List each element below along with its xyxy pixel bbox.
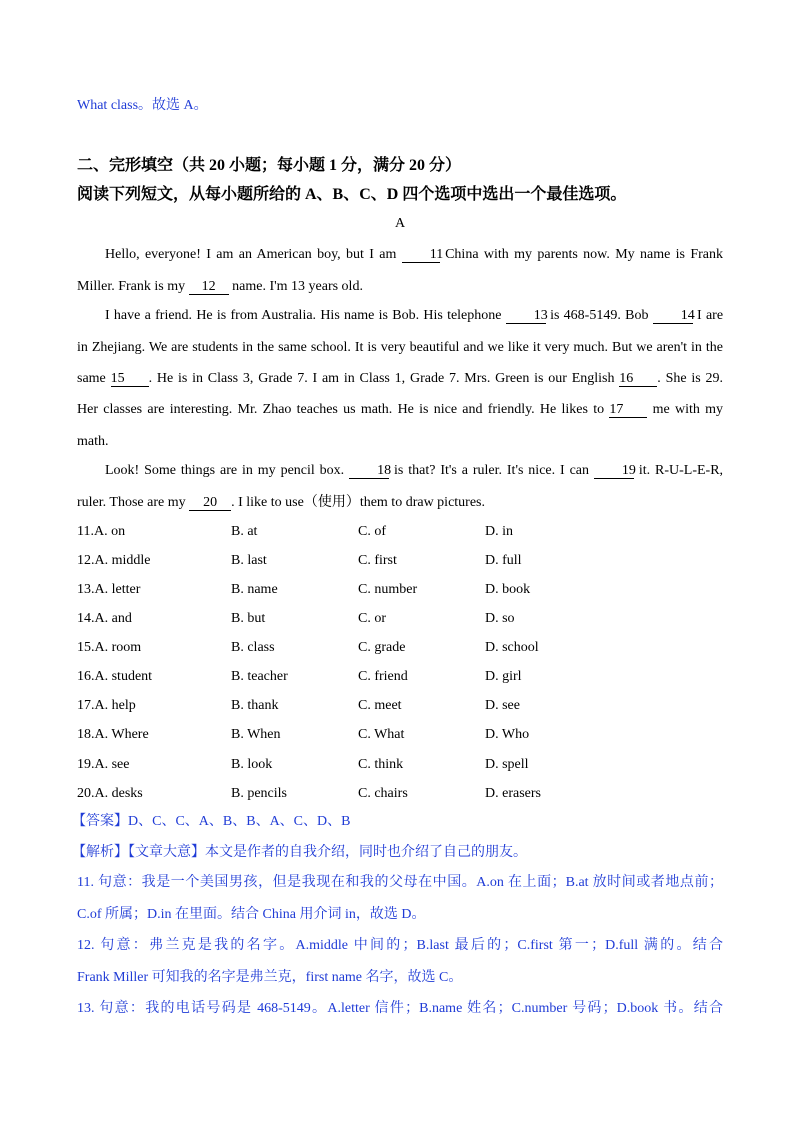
- option-d: D. school: [485, 640, 539, 655]
- blank-12: 12: [189, 279, 229, 295]
- option-b: B. When: [231, 727, 281, 742]
- option-d: D. Who: [485, 727, 530, 742]
- blank-19: 19: [594, 463, 634, 479]
- option-d: D. so: [485, 611, 515, 626]
- blank-20: 20: [189, 495, 231, 511]
- blank-13: 13: [506, 308, 546, 324]
- explanation-line: 13. 句意：我的电话号码是 468-5149。A.letter 信件；B.name 姓名；C.number 号码；D.book 书。结合: [77, 1001, 723, 1016]
- option-b: B. teacher: [231, 669, 288, 684]
- intro-tail: What class。故选 A。: [77, 98, 208, 113]
- option-b: B. last: [231, 553, 267, 568]
- option-d: D. erasers: [485, 786, 541, 801]
- option-b: B. but: [231, 611, 266, 626]
- passage-line: Look! Some things are in my pencil box. 18 is that? It's a ruler. It's nice. I can 19 it. R-U-L-E-R,: [105, 463, 724, 478]
- option-c: C. grade: [358, 640, 406, 655]
- option-c: C. first: [358, 553, 397, 568]
- option-c: C. friend: [358, 669, 408, 684]
- option-c: C. think: [358, 757, 404, 772]
- option-c: C. meet: [358, 698, 402, 713]
- passage-line: Hello, everyone! I am an American boy, but I am 11 China with my parents now. My name is Frank: [105, 247, 724, 262]
- option-a: 16.A. student: [77, 669, 153, 684]
- passage-line: Her classes are interesting. Mr. Zhao teaches us math. He is nice and friendly. He likes to 17 me with my: [77, 402, 724, 417]
- option-c: C. of: [358, 524, 386, 539]
- section-title: 二、完形填空（共 20 小题；每小题 1 分，满分 20 分）: [77, 157, 462, 174]
- blank-14: 14: [653, 308, 693, 324]
- passage-line: same 15 . He is in Class 3, Grade 7. I am in Class 1, Grade 7. Mrs. Green is our English 16 . She is 29.: [77, 371, 724, 386]
- explanation-line: Frank Miller 可知我的名字是弗兰克，first name 名字，故选 C。: [77, 970, 463, 985]
- option-a: 19.A. see: [77, 757, 130, 772]
- option-c: C. or: [358, 611, 386, 626]
- option-a: 17.A. help: [77, 698, 136, 713]
- blank-15: 15: [111, 371, 149, 387]
- explanation-line: 12. 句意：弗兰克是我的名字。A.middle 中间的；B.last 最后的；C.first 第一；D.full 满的。结合: [77, 938, 723, 953]
- passage-line: I have a friend. He is from Australia. His name is Bob. His telephone 13 is 468-5149. Bob 14 I are: [105, 308, 724, 323]
- option-a: 13.A. letter: [77, 582, 141, 597]
- option-d: D. see: [485, 698, 520, 713]
- option-b: B. name: [231, 582, 278, 597]
- option-a: 18.A. Where: [77, 727, 149, 742]
- passage-line: math.: [77, 434, 109, 449]
- option-b: B. class: [231, 640, 275, 655]
- option-a: 15.A. room: [77, 640, 142, 655]
- option-b: B. pencils: [231, 786, 287, 801]
- option-a: 12.A. middle: [77, 553, 151, 568]
- option-b: B. thank: [231, 698, 279, 713]
- option-d: D. girl: [485, 669, 522, 684]
- option-c: C. What: [358, 727, 405, 742]
- option-c: C. chairs: [358, 786, 408, 801]
- option-d: D. in: [485, 524, 513, 539]
- analysis-line: 【解析】【文章大意】本文是作者的自我介绍，同时也介绍了自己的朋友。: [72, 845, 527, 860]
- option-a: 11.A. on: [77, 524, 126, 539]
- blank-11: 11: [402, 247, 440, 263]
- passage-line: Miller. Frank is my 12 name. I'm 13 years old.: [77, 279, 363, 294]
- option-b: B. look: [231, 757, 273, 772]
- option-d: D. book: [485, 582, 531, 597]
- option-c: C. number: [358, 582, 418, 597]
- answer-line: 【答案】D、C、C、A、B、B、A、C、D、B: [72, 814, 351, 829]
- option-b: B. at: [231, 524, 258, 539]
- passage-line: in Zhejiang. We are students in the same school. It is very beautiful and we like it very much. But we aren't in the: [77, 340, 723, 355]
- explanation-line: C.of 所属；D.in 在里面。结合 China 用介词 in，故选 D。: [77, 907, 426, 922]
- passage-label: A: [394, 216, 406, 231]
- passage-line: ruler. Those are my 20 . I like to use（使用）them to draw pictures.: [77, 495, 486, 510]
- blank-16: 16: [619, 371, 657, 387]
- option-a: 20.A. desks: [77, 786, 143, 801]
- option-d: D. full: [485, 553, 522, 568]
- option-a: 14.A. and: [77, 611, 132, 626]
- blank-18: 18: [349, 463, 389, 479]
- blank-17: 17: [609, 402, 647, 418]
- section-instruction: 阅读下列短文，从每小题所给的 A、B、C、D 四个选项中选出一个最佳选项。: [77, 186, 627, 203]
- explanation-line: 11. 句意：我是一个美国男孩，但是我现在和我的父母在中国。A.on 在上面；B.at 放时间或者地点前；: [77, 875, 723, 890]
- option-d: D. spell: [485, 757, 529, 772]
